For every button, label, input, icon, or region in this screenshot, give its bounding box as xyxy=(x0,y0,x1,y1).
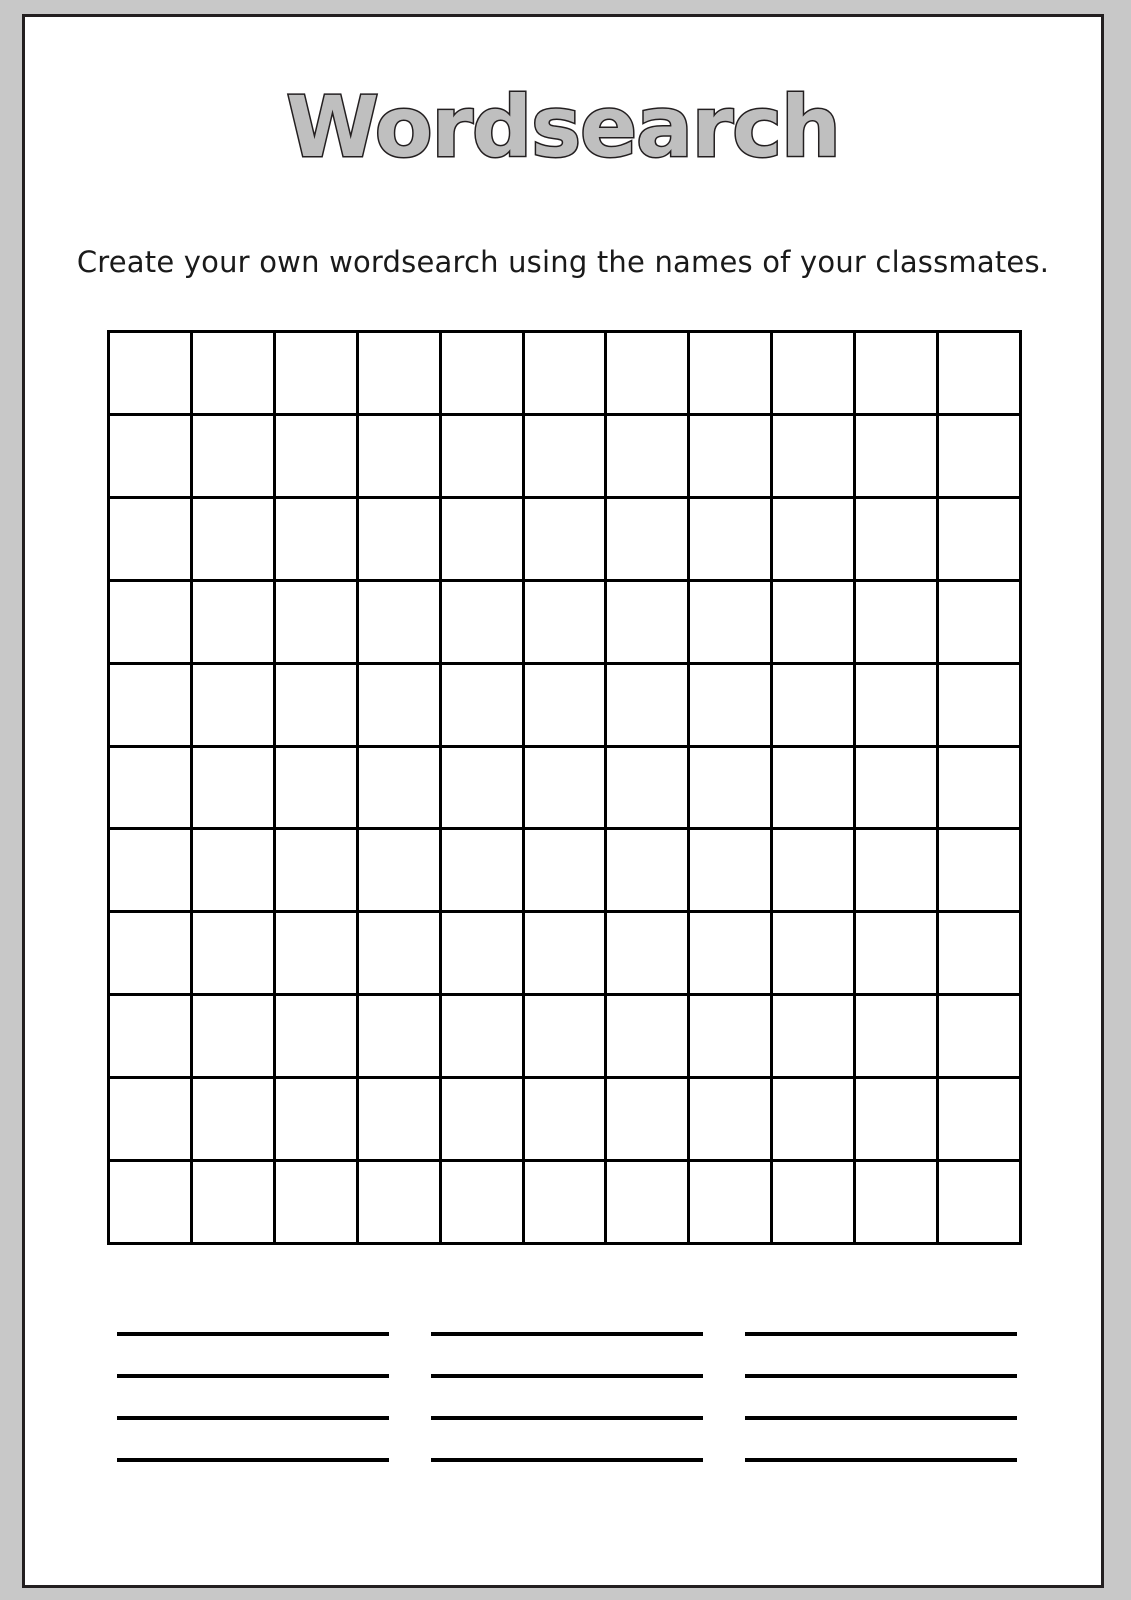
grid-cell[interactable] xyxy=(357,1078,440,1161)
grid-cell[interactable] xyxy=(440,1078,523,1161)
grid-cell[interactable] xyxy=(523,1161,606,1244)
grid-cell[interactable] xyxy=(274,1078,357,1161)
grid-cell[interactable] xyxy=(523,829,606,912)
worksheet-page xyxy=(22,14,1104,1588)
grid-cell[interactable] xyxy=(109,414,192,497)
grid-cell[interactable] xyxy=(440,580,523,663)
grid-cell[interactable] xyxy=(523,663,606,746)
answer-lines-column-3 xyxy=(745,1332,1017,1462)
wordsearch-grid[interactable] xyxy=(107,330,1022,1245)
grid-cell[interactable] xyxy=(772,414,855,497)
grid-cell[interactable] xyxy=(689,1161,772,1244)
grid-cell[interactable] xyxy=(523,1078,606,1161)
grid-cell[interactable] xyxy=(772,912,855,995)
grid-cell[interactable] xyxy=(191,663,274,746)
grid-cell[interactable] xyxy=(523,912,606,995)
grid-cell[interactable] xyxy=(440,746,523,829)
grid-cell[interactable] xyxy=(855,1078,938,1161)
grid-cell[interactable] xyxy=(523,332,606,415)
grid-cell[interactable] xyxy=(689,995,772,1078)
grid-cell[interactable] xyxy=(938,995,1021,1078)
grid-cell[interactable] xyxy=(606,332,689,415)
grid-cell[interactable] xyxy=(109,829,192,912)
grid-cell[interactable] xyxy=(606,1078,689,1161)
grid-cell[interactable] xyxy=(357,912,440,995)
grid-cell[interactable] xyxy=(357,332,440,415)
table-row[interactable] xyxy=(109,332,1021,415)
grid-cell[interactable] xyxy=(523,414,606,497)
table-row[interactable] xyxy=(109,1161,1021,1244)
grid-cell[interactable] xyxy=(772,746,855,829)
grid-cell[interactable] xyxy=(772,663,855,746)
table-row[interactable] xyxy=(109,1078,1021,1161)
answer-lines xyxy=(117,1332,1017,1462)
grid-cell[interactable] xyxy=(606,1161,689,1244)
grid-cell[interactable] xyxy=(855,414,938,497)
page-title: Wordsearch xyxy=(286,78,840,176)
grid-cell[interactable] xyxy=(689,332,772,415)
grid-cell[interactable] xyxy=(938,1078,1021,1161)
grid-cell[interactable] xyxy=(357,1161,440,1244)
grid-cell[interactable] xyxy=(191,1161,274,1244)
grid-cell[interactable] xyxy=(523,497,606,580)
grid-cell[interactable] xyxy=(109,995,192,1078)
table-row[interactable] xyxy=(109,414,1021,497)
grid-cell[interactable] xyxy=(274,580,357,663)
grid-cell[interactable] xyxy=(357,497,440,580)
answer-line[interactable] xyxy=(431,1332,703,1336)
grid-cell[interactable] xyxy=(274,1161,357,1244)
answer-line[interactable] xyxy=(745,1374,1017,1378)
answer-line[interactable] xyxy=(117,1374,389,1378)
grid-cell[interactable] xyxy=(109,746,192,829)
grid-cell[interactable] xyxy=(191,746,274,829)
grid-cell[interactable] xyxy=(938,746,1021,829)
answer-line[interactable] xyxy=(745,1458,1017,1462)
grid-cell[interactable] xyxy=(938,497,1021,580)
grid-cell[interactable] xyxy=(191,497,274,580)
grid-cell[interactable] xyxy=(689,580,772,663)
grid-cell[interactable] xyxy=(855,497,938,580)
grid-cell[interactable] xyxy=(274,332,357,415)
grid-cell[interactable] xyxy=(274,663,357,746)
grid-cell[interactable] xyxy=(440,497,523,580)
grid-cell[interactable] xyxy=(855,580,938,663)
grid-cell[interactable] xyxy=(109,1161,192,1244)
grid-cell[interactable] xyxy=(109,912,192,995)
grid-cell[interactable] xyxy=(440,414,523,497)
answer-line[interactable] xyxy=(117,1458,389,1462)
grid-cell[interactable] xyxy=(606,912,689,995)
grid-cell[interactable] xyxy=(938,1161,1021,1244)
grid-cell[interactable] xyxy=(938,663,1021,746)
grid-cell[interactable] xyxy=(357,746,440,829)
answer-line[interactable] xyxy=(745,1416,1017,1420)
answer-line[interactable] xyxy=(117,1332,389,1336)
grid-cell[interactable] xyxy=(689,663,772,746)
grid-table[interactable] xyxy=(107,330,1022,1245)
grid-cell[interactable] xyxy=(440,332,523,415)
table-row[interactable] xyxy=(109,663,1021,746)
grid-cell[interactable] xyxy=(689,746,772,829)
grid-cell[interactable] xyxy=(191,912,274,995)
grid-cell[interactable] xyxy=(440,829,523,912)
grid-cell[interactable] xyxy=(440,663,523,746)
instruction-text: Create your own wordsearch using the names of your classmates. xyxy=(76,245,1050,279)
grid-cell[interactable] xyxy=(274,746,357,829)
grid-cell[interactable] xyxy=(191,829,274,912)
grid-cell[interactable] xyxy=(855,912,938,995)
grid-cell[interactable] xyxy=(855,995,938,1078)
grid-cell[interactable] xyxy=(274,912,357,995)
grid-cell[interactable] xyxy=(938,580,1021,663)
grid-cell[interactable] xyxy=(606,995,689,1078)
answer-line[interactable] xyxy=(431,1458,703,1462)
grid-cell[interactable] xyxy=(772,497,855,580)
grid-cell[interactable] xyxy=(109,332,192,415)
grid-cell[interactable] xyxy=(191,332,274,415)
answer-lines-column-1 xyxy=(117,1332,389,1462)
grid-cell[interactable] xyxy=(606,497,689,580)
answer-line[interactable] xyxy=(117,1416,389,1420)
grid-cell[interactable] xyxy=(855,746,938,829)
grid-cell[interactable] xyxy=(191,995,274,1078)
grid-cell[interactable] xyxy=(855,332,938,415)
grid-cell[interactable] xyxy=(938,414,1021,497)
table-row[interactable] xyxy=(109,746,1021,829)
grid-cell[interactable] xyxy=(772,995,855,1078)
grid-cell[interactable] xyxy=(357,414,440,497)
grid-cell[interactable] xyxy=(109,580,192,663)
grid-cell[interactable] xyxy=(191,580,274,663)
grid-cell[interactable] xyxy=(855,829,938,912)
grid-cell[interactable] xyxy=(606,746,689,829)
answer-lines-column-2 xyxy=(431,1332,703,1462)
grid-cell[interactable] xyxy=(109,497,192,580)
grid-cell[interactable] xyxy=(938,332,1021,415)
table-row[interactable] xyxy=(109,497,1021,580)
grid-cell[interactable] xyxy=(274,497,357,580)
grid-cell[interactable] xyxy=(689,497,772,580)
grid-cell[interactable] xyxy=(523,580,606,663)
answer-line[interactable] xyxy=(431,1416,703,1420)
grid-cell[interactable] xyxy=(772,829,855,912)
grid-cell[interactable] xyxy=(357,580,440,663)
table-row[interactable] xyxy=(109,829,1021,912)
table-row[interactable] xyxy=(109,912,1021,995)
grid-cell[interactable] xyxy=(440,912,523,995)
grid-cell[interactable] xyxy=(689,414,772,497)
grid-body xyxy=(109,332,1021,1244)
grid-cell[interactable] xyxy=(357,829,440,912)
worksheet-content xyxy=(25,17,1101,1585)
answer-line[interactable] xyxy=(431,1374,703,1378)
grid-cell[interactable] xyxy=(357,663,440,746)
grid-cell[interactable] xyxy=(938,912,1021,995)
grid-cell[interactable] xyxy=(772,580,855,663)
grid-cell[interactable] xyxy=(772,332,855,415)
grid-cell[interactable] xyxy=(109,1078,192,1161)
grid-cell[interactable] xyxy=(855,663,938,746)
grid-cell[interactable] xyxy=(938,829,1021,912)
grid-cell[interactable] xyxy=(606,829,689,912)
grid-cell[interactable] xyxy=(772,1161,855,1244)
table-row[interactable] xyxy=(109,580,1021,663)
grid-cell[interactable] xyxy=(191,414,274,497)
grid-cell[interactable] xyxy=(855,1161,938,1244)
grid-cell[interactable] xyxy=(689,1078,772,1161)
grid-cell[interactable] xyxy=(440,1161,523,1244)
grid-cell[interactable] xyxy=(274,414,357,497)
grid-cell[interactable] xyxy=(689,912,772,995)
grid-cell[interactable] xyxy=(523,995,606,1078)
grid-cell[interactable] xyxy=(689,829,772,912)
grid-cell[interactable] xyxy=(274,995,357,1078)
grid-cell[interactable] xyxy=(606,580,689,663)
grid-cell[interactable] xyxy=(772,1078,855,1161)
grid-cell[interactable] xyxy=(357,995,440,1078)
grid-cell[interactable] xyxy=(606,663,689,746)
grid-cell[interactable] xyxy=(440,995,523,1078)
grid-cell[interactable] xyxy=(606,414,689,497)
grid-cell[interactable] xyxy=(109,663,192,746)
table-row[interactable] xyxy=(109,995,1021,1078)
answer-line[interactable] xyxy=(745,1332,1017,1336)
grid-cell[interactable] xyxy=(191,1078,274,1161)
grid-cell[interactable] xyxy=(274,829,357,912)
grid-cell[interactable] xyxy=(523,746,606,829)
